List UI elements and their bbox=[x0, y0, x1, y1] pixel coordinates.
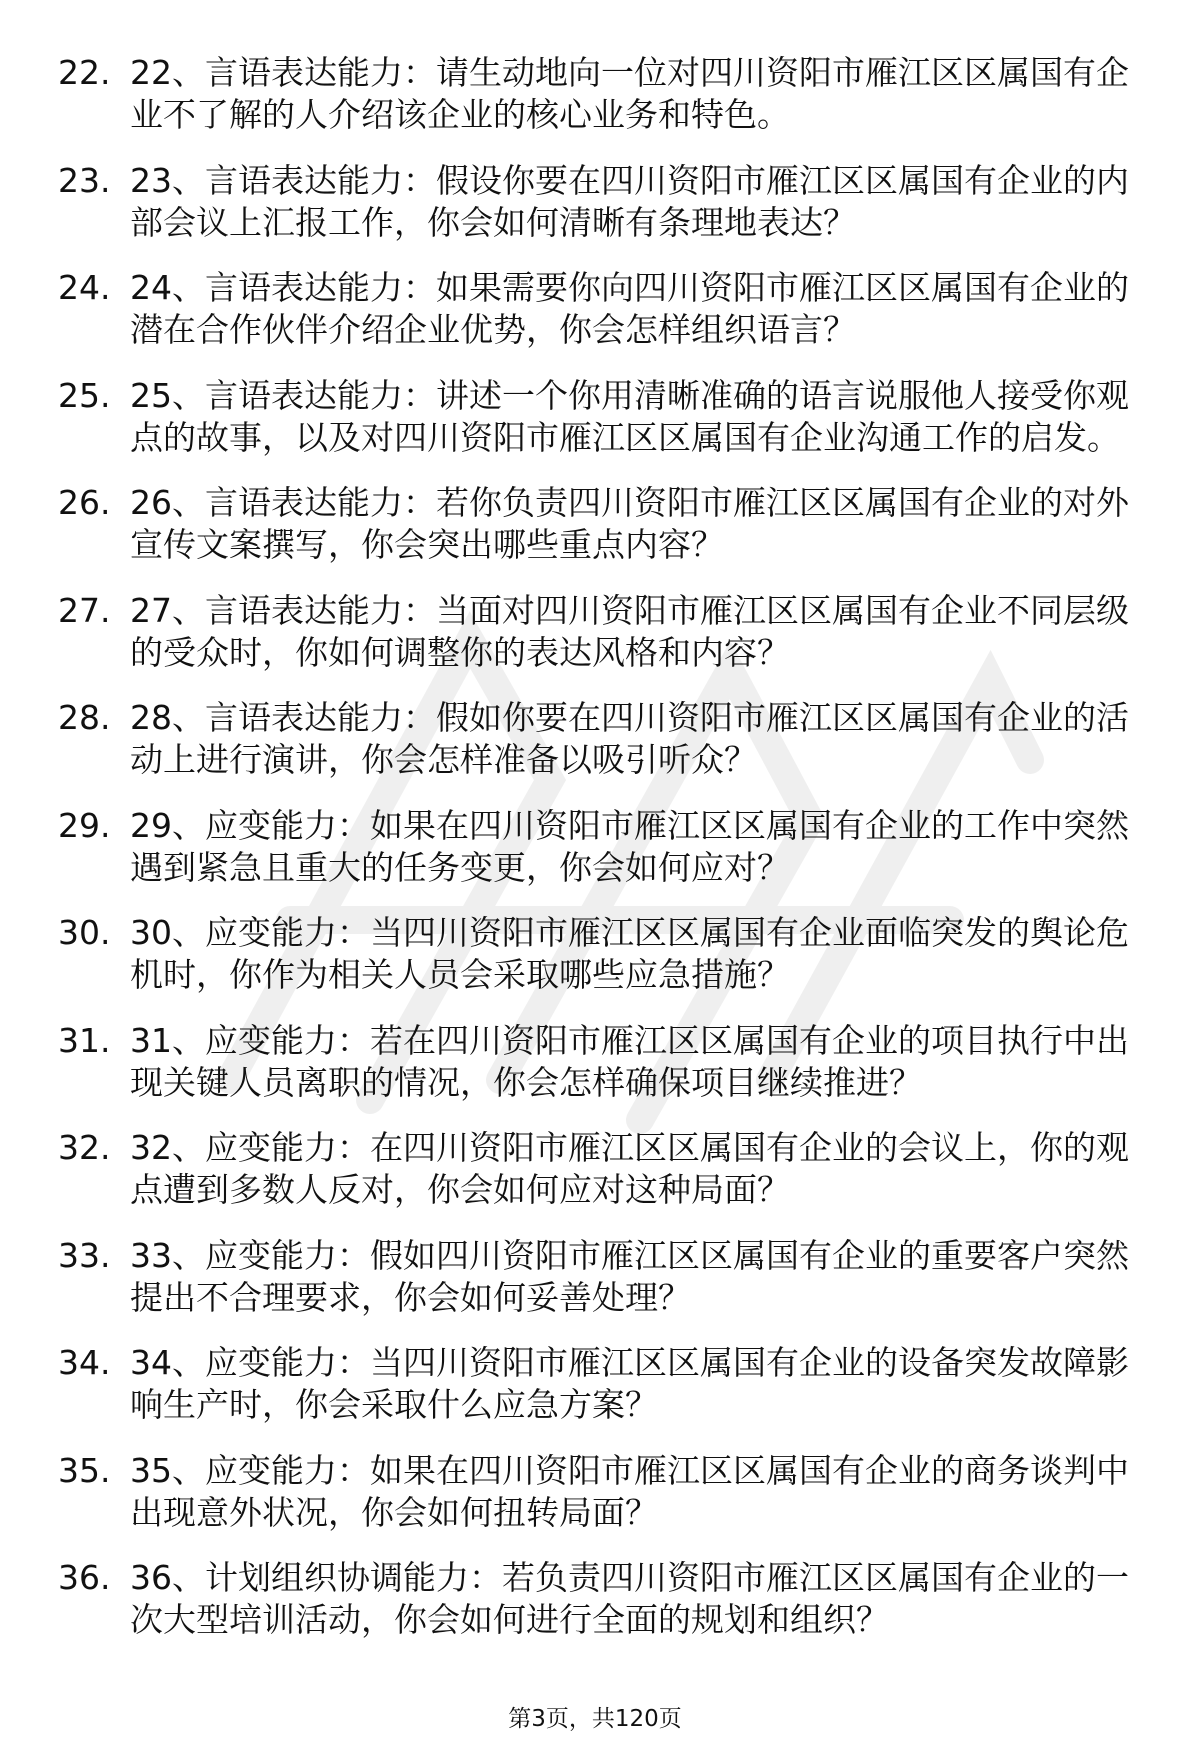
item-number: 35. bbox=[58, 1450, 111, 1490]
item-text: 22、言语表达能力：请生动地向一位对四川资阳市雁江区区属国有企业不了解的人介绍该企业的核心业务和特色。 bbox=[130, 53, 1129, 134]
list-item bbox=[58, 52, 1158, 136]
list-item bbox=[58, 1020, 1158, 1104]
list-item bbox=[58, 805, 1158, 889]
item-number: 30. bbox=[58, 913, 111, 952]
page-footer: 第3页，共120页 bbox=[508, 1706, 682, 1732]
item-number: 28. bbox=[58, 698, 111, 737]
list-item bbox=[58, 482, 1158, 566]
item-number: 33. bbox=[58, 1235, 111, 1275]
item-number: 29. bbox=[58, 805, 111, 845]
list-item bbox=[58, 1557, 1158, 1641]
item-number: 23. bbox=[58, 160, 111, 200]
list-item bbox=[58, 160, 1158, 244]
list-item bbox=[58, 1235, 1158, 1319]
item-text: 33、应变能力：假如四川资阳市雁江区区属国有企业的重要客户突然提出不合理要求，你会如何妥善处理？ bbox=[130, 1235, 1129, 1317]
item-text: 24、言语表达能力：如果需要你向四川资阳市雁江区区属国有企业的潜在合作伙伴介绍企业优势，你会怎样组织语言？ bbox=[130, 268, 1129, 349]
item-text: 27、言语表达能力：当面对四川资阳市雁江区区属国有企业不同层级的受众时，你如何调整你的表达风格和内容？ bbox=[130, 590, 1129, 672]
item-text: 34、应变能力：当四川资阳市雁江区区属国有企业的设备突发故障影响生产时，你会采取什么应急方案？ bbox=[130, 1343, 1129, 1424]
item-number: 32. bbox=[58, 1128, 111, 1167]
item-number: 36. bbox=[58, 1558, 111, 1597]
item-number: 25. bbox=[58, 375, 111, 415]
list-item bbox=[58, 590, 1158, 674]
item-text: 26、言语表达能力：若你负责四川资阳市雁江区区属国有企业的对外宣传文案撰写，你会突出哪些重点内容？ bbox=[130, 483, 1129, 564]
item-text: 29、应变能力：如果在四川资阳市雁江区区属国有企业的工作中突然遇到紧急且重大的任务变更，你会如何应对？ bbox=[130, 805, 1129, 887]
item-number: 22. bbox=[58, 53, 111, 92]
list-item bbox=[58, 267, 1158, 351]
item-number: 24. bbox=[58, 268, 111, 307]
item-text: 30、应变能力：当四川资阳市雁江区区属国有企业面临突发的舆论危机时，你作为相关人员会采取哪些应急措施？ bbox=[130, 913, 1129, 994]
list-item bbox=[58, 1450, 1158, 1534]
item-text: 32、应变能力：在四川资阳市雁江区区属国有企业的会议上，你的观点遭到多数人反对，你会如何应对这种局面？ bbox=[130, 1128, 1129, 1209]
list-item bbox=[58, 375, 1158, 459]
item-number: 27. bbox=[58, 590, 111, 630]
item-text: 35、应变能力：如果在四川资阳市雁江区区属国有企业的商务谈判中出现意外状况，你会如何扭转局面？ bbox=[130, 1450, 1129, 1532]
item-number: 26. bbox=[58, 483, 111, 522]
item-number: 31. bbox=[58, 1020, 111, 1060]
item-text: 23、言语表达能力：假设你要在四川资阳市雁江区区属国有企业的内部会议上汇报工作，你会如何清晰有条理地表达？ bbox=[130, 160, 1129, 242]
item-text: 36、计划组织协调能力：若负责四川资阳市雁江区区属国有企业的一次大型培训活动，你会如何进行全面的规划和组织？ bbox=[130, 1558, 1129, 1639]
list-item bbox=[58, 697, 1158, 781]
list-item bbox=[58, 912, 1158, 996]
item-text: 28、言语表达能力：假如你要在四川资阳市雁江区区属国有企业的活动上进行演讲，你会怎样准备以吸引听众？ bbox=[130, 698, 1129, 779]
item-text: 25、言语表达能力：讲述一个你用清晰准确的语言说服他人接受你观点的故事，以及对四川资阳市雁江区区属国有企业沟通工作的启发。 bbox=[130, 375, 1129, 457]
question-list bbox=[58, 52, 1158, 1665]
list-item bbox=[58, 1127, 1158, 1211]
item-number: 34. bbox=[58, 1343, 111, 1382]
list-item bbox=[58, 1342, 1158, 1426]
item-text: 31、应变能力：若在四川资阳市雁江区区属国有企业的项目执行中出现关键人员离职的情况，你会怎样确保项目继续推进？ bbox=[130, 1020, 1129, 1102]
